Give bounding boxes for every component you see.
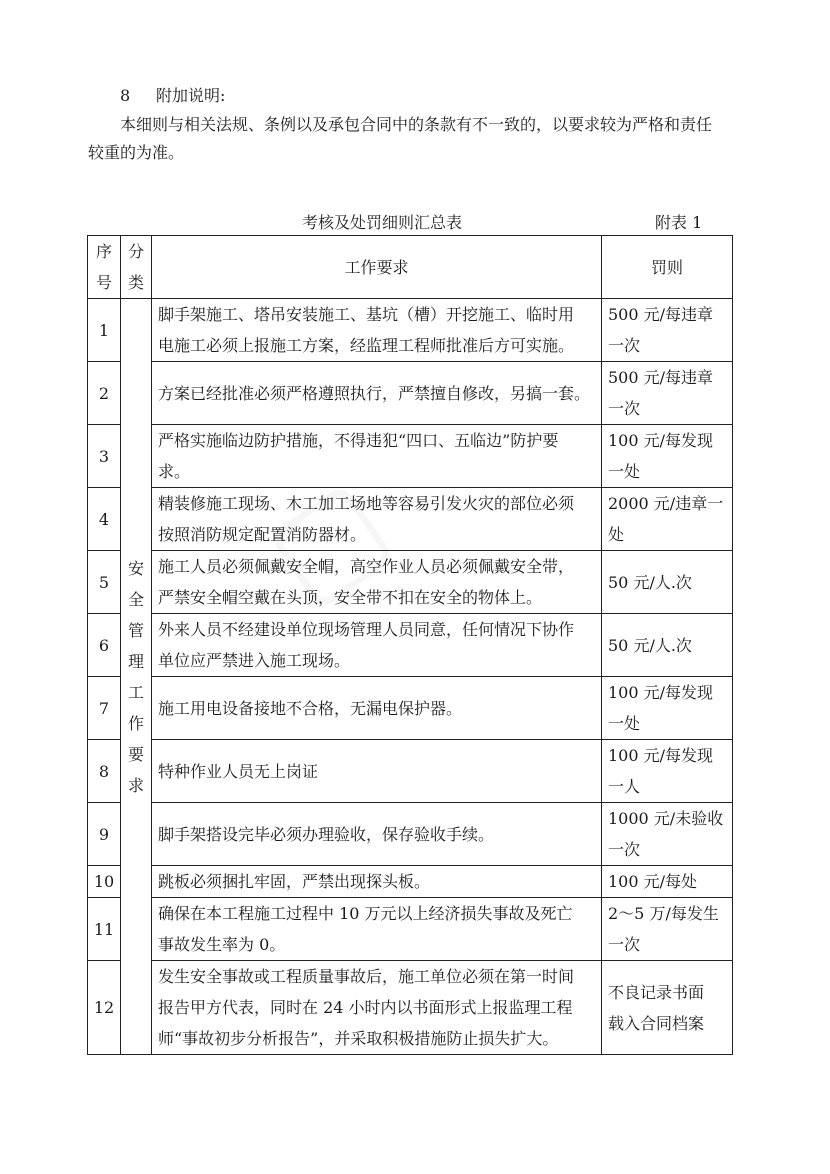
paragraph-line-1: 本细则与相关法规、条例以及承包合同中的条款有不一致的，以要求较为严格和责任 (120, 115, 713, 134)
category-cell (121, 299, 152, 1055)
penalty-line: 不良记录书面 (608, 982, 705, 1002)
requirement-cell (152, 551, 602, 614)
table-row (88, 362, 733, 425)
row-number: 10 (88, 866, 121, 898)
requirement-line: 事故发生率为 0。 (158, 935, 286, 954)
penalty-line: 一次 (608, 336, 641, 355)
requirement-line: 方案已经批准必须严格遵照执行，严禁擅自修改，另搞一套。 (158, 383, 591, 403)
penalty-line: 500 元/每违章 (608, 368, 714, 387)
penalty-line: 500 元/每违章 (608, 305, 714, 324)
penalty-cell (602, 299, 733, 362)
penalty-cell (602, 898, 733, 961)
row-number: 5 (88, 551, 121, 614)
penalty-cell (602, 961, 733, 1055)
table-title: 考核及处罚细则汇总表 (302, 213, 463, 232)
penalty-cell (602, 740, 733, 803)
requirement-line: 报告甲方代表，同时在 24 小时内以书面形式上报监理工程 (158, 998, 573, 1017)
header-requirement: 工作要求 (152, 236, 602, 299)
header-category (121, 236, 152, 299)
requirement-cell (152, 866, 602, 898)
table-row (88, 677, 733, 740)
penalty-line: 100 元/每处 (608, 872, 698, 891)
requirement-line: 单位应严禁进入施工现场。 (158, 651, 351, 670)
requirement-cell (152, 803, 602, 866)
penalty-line: 1000 元/未验收 (608, 809, 724, 828)
requirement-line: 施工用电设备接地不合格，无漏电保护器。 (158, 698, 463, 718)
table-row (88, 866, 733, 898)
requirement-line: 外来人员不经建设单位现场管理人员同意，任何情况下协作 (158, 620, 575, 639)
table-note: 附表 1 (655, 213, 703, 232)
section-heading (120, 84, 225, 108)
penalty-line: 一次 (608, 935, 641, 954)
penalty-line: 100 元/每发现 (608, 431, 714, 450)
requirement-cell (152, 362, 602, 425)
requirement-line: 电施工必须上报施工方案，经监理工程师批准后方可实施。 (158, 336, 575, 355)
requirement-line: 严格实施临边防护措施，不得违犯“四口、五临边”防护要 (158, 431, 559, 450)
requirement-cell (152, 488, 602, 551)
table-row (88, 614, 733, 677)
penalty-line: 2000 元/违章一 (608, 494, 724, 513)
requirement-line: 按照消防规定配置消防器材。 (158, 525, 367, 544)
requirement-cell (152, 425, 602, 488)
row-number: 2 (88, 362, 121, 425)
penalty-cell (602, 488, 733, 551)
requirement-line: 师“事故初步分析报告”，并采取积极措施防止损失扩大。 (158, 1029, 559, 1048)
penalty-line: 一处 (608, 714, 641, 733)
table-row (88, 551, 733, 614)
penalty-line: 100 元/每发现 (608, 683, 714, 702)
requirement-line: 严禁安全帽空戴在头顶，安全带不扣在安全的物体上。 (158, 588, 543, 607)
penalty-line: 一人 (608, 777, 641, 796)
requirement-line: 发生安全事故或工程质量事故后，施工单位必须在第一时间 (158, 967, 575, 986)
header-penalty: 罚则 (602, 236, 733, 299)
requirement-cell (152, 961, 602, 1055)
requirement-cell (152, 614, 602, 677)
row-number: 1 (88, 299, 121, 362)
table-row (88, 740, 733, 803)
category-text: 安全管理工作要求 (127, 558, 144, 795)
penalty-cell (602, 803, 733, 866)
header-no (88, 236, 121, 299)
penalty-cell (602, 866, 733, 898)
penalty-line: 50 元/人.次 (608, 635, 692, 655)
penalty-line: 2～5 万/每发生 (608, 904, 719, 923)
penalty-line: 处 (608, 525, 625, 544)
requirement-line: 施工人员必须佩戴安全帽，高空作业人员必须佩戴安全带， (158, 557, 575, 576)
penalty-line: 一次 (608, 399, 641, 418)
penalty-line: 一处 (608, 462, 641, 481)
table-header-row (88, 236, 733, 299)
header-no-line: 号 (95, 273, 112, 292)
row-number: 8 (88, 740, 121, 803)
paragraph-line-2: 较重的为准。 (88, 143, 185, 162)
requirement-line: 求。 (158, 462, 191, 481)
requirement-line: 跳板必须捆扎牢固，严禁出现探头板。 (158, 872, 431, 891)
row-number: 11 (88, 898, 121, 961)
penalty-line: 100 元/每发现 (608, 746, 714, 765)
requirement-line: 确保在本工程施工过程中 10 万元以上经济损失事故及死亡 (158, 904, 573, 923)
penalty-cell (602, 551, 733, 614)
requirement-line: 精装修施工现场、木工加工场地等容易引发火灾的部位必须 (158, 494, 575, 513)
requirement-cell (152, 299, 602, 362)
row-number: 6 (88, 614, 121, 677)
penalty-cell (602, 614, 733, 677)
table-row (88, 961, 733, 1055)
requirement-cell (152, 740, 602, 803)
table-row (88, 299, 733, 362)
section-number: 8 (120, 86, 131, 105)
penalty-cell (602, 362, 733, 425)
penalty-cell (602, 425, 733, 488)
penalty-line: 50 元/人.次 (608, 572, 692, 592)
row-number: 12 (88, 961, 121, 1055)
table-row (88, 425, 733, 488)
requirement-line: 脚手架施工、塔吊安装施工、基坑（槽）开挖施工、临时用 (158, 305, 575, 324)
requirement-line: 脚手架搭设完毕必须办理验收，保存验收手续。 (158, 824, 495, 844)
penalty-line: 一次 (608, 840, 641, 859)
row-number: 4 (88, 488, 121, 551)
row-number: 7 (88, 677, 121, 740)
row-number: 3 (88, 425, 121, 488)
table-row (88, 803, 733, 866)
requirement-line: 特种作业人员无上岗证 (158, 761, 319, 781)
table-row (88, 898, 733, 961)
requirement-cell (152, 898, 602, 961)
penalty-table (87, 235, 733, 1055)
section-title: 附加说明: (156, 86, 226, 105)
penalty-line: 载入合同档案 (608, 1013, 705, 1033)
table-row (88, 488, 733, 551)
header-no-line: 序 (95, 242, 112, 261)
requirement-cell (152, 677, 602, 740)
header-category-line: 分 (127, 242, 144, 261)
penalty-cell (602, 677, 733, 740)
header-category-line: 类 (127, 273, 144, 292)
row-number: 9 (88, 803, 121, 866)
